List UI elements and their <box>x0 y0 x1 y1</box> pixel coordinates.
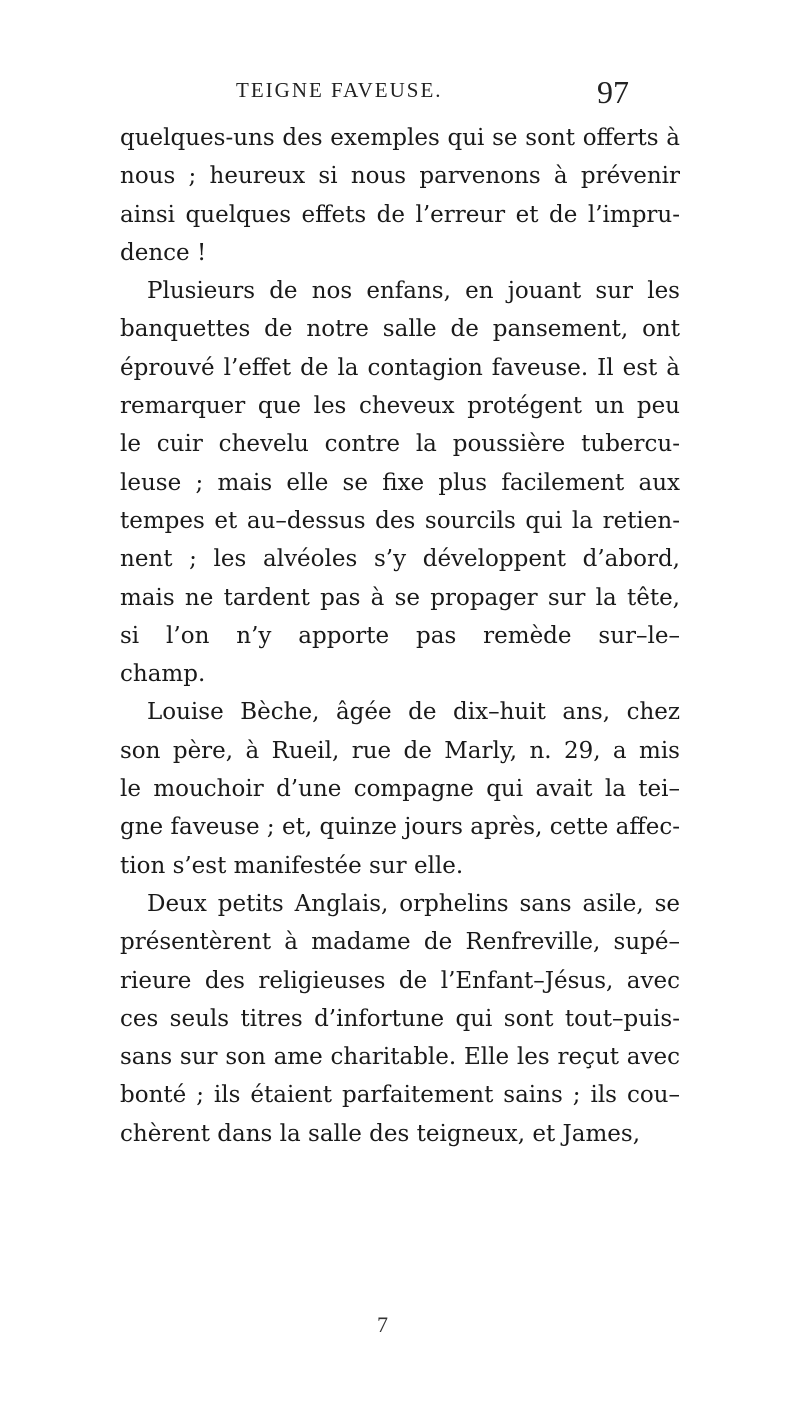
text-line: bonté ; ils étaient parfaitement sains ; ils cou– <box>120 1082 680 1109</box>
running-title: TEIGNE FAVEUSE. <box>236 78 443 102</box>
text-line: le mouchoir d’une compagne qui avait la tei– <box>120 776 680 803</box>
text-line: ainsi quelques effets de l’erreur et de l’impru- <box>120 201 680 228</box>
text-line: si l’on n’y apporte pas remède sur–le– <box>120 622 680 649</box>
text-line: champ. <box>120 661 206 688</box>
text-line: leuse ; mais elle se fixe plus facilement aux <box>120 469 680 496</box>
text-line: Louise Bèche, âgée de dix–huit ans, chez <box>147 699 680 726</box>
text-line: mais ne tardent pas à se propager sur la tête, <box>120 584 680 611</box>
text-line: éprouvé l’effet de la contagion faveuse. Il est à <box>120 354 680 381</box>
text-line: présentèrent à madame de Renfreville, supé– <box>120 929 680 956</box>
text-line: gne faveuse ; et, quinze jours après, cette affec- <box>120 814 680 841</box>
text-line: le cuir chevelu contre la poussière tubercu- <box>120 431 680 458</box>
text-line: Plusieurs de nos enfans, en jouant sur les <box>147 278 680 305</box>
text-line: tempes et au–dessus des sourcils qui la retien- <box>120 507 680 534</box>
text-line: remarquer que les cheveux protégent un peu <box>120 393 680 420</box>
page-number: 97 <box>597 74 629 110</box>
text-line: tion s’est manifestée sur elle. <box>120 852 464 879</box>
page-header <box>0 76 800 116</box>
text-line: rieure des religieuses de l’Enfant–Jésus, avec <box>120 967 680 994</box>
text-line: dence ! <box>120 239 207 266</box>
signature-mark: 7 <box>377 1312 388 1337</box>
text-line: quelques-uns des exemples qui se sont offerts à <box>120 125 680 151</box>
text-line: banquettes de notre salle de pansement, ont <box>120 316 680 343</box>
text-line: son père, à Rueil, rue de Marly, n. 29, a mis <box>120 737 680 764</box>
text-line: chèrent dans la salle des teigneux, et James, <box>120 1120 641 1147</box>
text-line: nent ; les alvéoles s’y développent d’abord, <box>120 546 680 573</box>
text-line: Deux petits Anglais, orphelins sans asile, se <box>147 890 680 917</box>
body-text <box>120 119 680 1153</box>
text-line: nous ; heureux si nous parvenons à prévenir <box>120 163 680 190</box>
text-line: sans sur son ame charitable. Elle les reçut avec <box>120 1044 680 1071</box>
text-line: ces seuls titres d’infortune qui sont tout–puis- <box>120 1005 680 1032</box>
